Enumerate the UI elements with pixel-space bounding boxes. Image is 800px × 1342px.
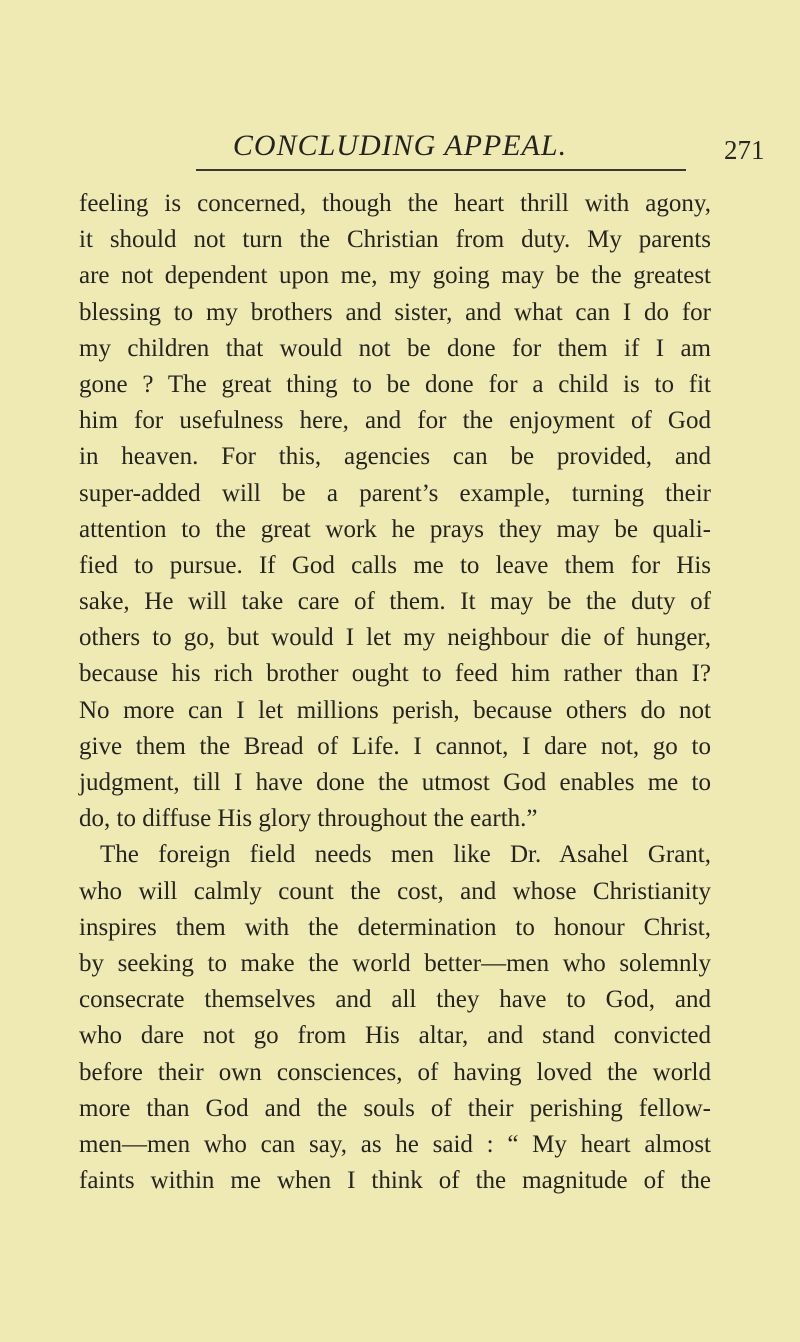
- text-line: because his rich brother ought to feed him rather than I?: [79, 660, 711, 688]
- text-line: it should not turn the Christian from duty. My parents: [79, 226, 711, 254]
- text-line: No more can I let millions perish, because others do not: [79, 696, 711, 724]
- text-line: my children that would not be done for them if I am: [79, 334, 711, 362]
- text-line: before their own consciences, of having loved the world: [79, 1058, 711, 1086]
- text-line: do, to diffuse His glory throughout the earth.”: [79, 805, 538, 833]
- text-line: faints within me when I think of the magnitude of the: [79, 1167, 711, 1195]
- text-line: inspires them with the determination to honour Christ,: [79, 913, 711, 941]
- text-line: him for usefulness here, and for the enjoyment of God: [79, 407, 711, 435]
- text-line: attention to the great work he prays they may be quali-: [79, 515, 711, 543]
- text-line: give them the Bread of Life. I cannot, I dare not, go to: [79, 732, 711, 760]
- page-number: 271: [724, 135, 765, 165]
- text-line: consecrate themselves and all they have to God, and: [79, 986, 711, 1014]
- paragraph-first-line: The foreign field needs men like Dr. Asahel Grant,: [100, 841, 711, 869]
- running-head-title: CONCLUDING APPEAL.: [232, 129, 568, 162]
- text-line: who dare not go from His altar, and stand convicted: [79, 1022, 711, 1050]
- text-line: blessing to my brothers and sister, and what can I do for: [79, 298, 711, 326]
- text-line: feeling is concerned, though the heart thrill with agony,: [79, 190, 711, 217]
- text-line: in heaven. For this, agencies can be provided, and: [79, 443, 711, 471]
- text-line: more than God and the souls of their perishing fellow-: [79, 1094, 711, 1122]
- text-line: fied to pursue. If God calls me to leave them for His: [79, 551, 711, 579]
- text-line: are not dependent upon me, my going may be the greatest: [79, 262, 711, 290]
- text-line: super-added will be a parent’s example, turning their: [79, 479, 711, 507]
- text-line: men—men who can say, as he said : “ My heart almost: [79, 1130, 711, 1158]
- body-text: [79, 186, 711, 1199]
- text-line: judgment, till I have done the utmost God enables me to: [79, 769, 711, 796]
- text-line: gone ? The great thing to be done for a child is to fit: [79, 370, 711, 398]
- text-line: by seeking to make the world better—men who solemnly: [79, 949, 711, 977]
- text-line: who will calmly count the cost, and whose Christianity: [79, 877, 711, 905]
- text-line: sake, He will take care of them. It may be the duty of: [79, 588, 711, 616]
- header-rule: [196, 169, 686, 171]
- text-line: others to go, but would I let my neighbour die of hunger,: [79, 624, 711, 652]
